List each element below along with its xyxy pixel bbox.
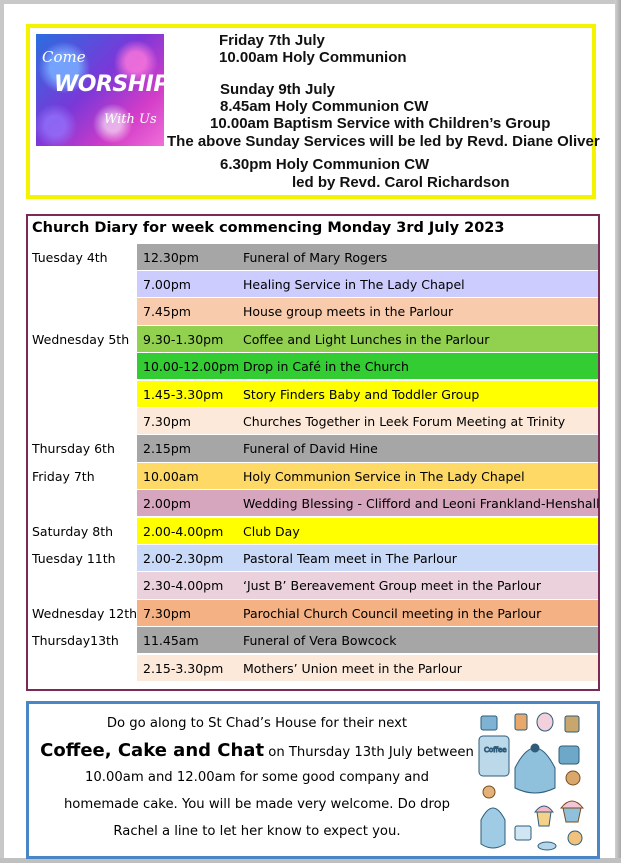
image-text-come: Come: [42, 48, 86, 66]
diary-row-time: 2.00-4.00pm: [143, 523, 224, 539]
diary-row-time: 2.00pm: [143, 496, 191, 512]
diary-row: [137, 353, 598, 380]
diary-day-label: Tuesday 4th: [32, 249, 108, 265]
diary-day-label: Saturday 8th: [32, 523, 114, 539]
diary-row: [137, 381, 598, 408]
diary-row: [137, 655, 598, 682]
diary-row-time: 7.00pm: [143, 276, 191, 292]
image-text-worship: WORSHIP: [54, 72, 169, 97]
diary-row: [137, 545, 598, 572]
diary-row: [137, 298, 598, 325]
coffee-line-5: Rachel a line to let her know to expect you.: [113, 824, 401, 839]
diary-row-time: 9.30-1.30pm: [143, 331, 224, 347]
diary-row: [137, 600, 598, 627]
diary-row: [137, 627, 598, 654]
coffee-line-4: homemade cake. You will be made very welcome. Do drop: [63, 797, 451, 812]
diary-day-label: Wednesday 12th: [32, 605, 138, 621]
coffee-cake-chat-box: [26, 701, 600, 859]
come-worship-image: [36, 34, 169, 146]
diary-row-event: Parochial Church Council meeting in the Parlour: [243, 605, 542, 621]
page-edge-left: [0, 0, 4, 863]
diary-row-event: Holy Communion Service in The Lady Chapel: [243, 468, 525, 484]
diary-row-event: Churches Together in Leek Forum Meeting at Trinity: [243, 413, 566, 429]
diary-row: [137, 326, 598, 353]
diary-row-time: 7.30pm: [143, 605, 191, 621]
worship-evening-leader: led by Revd. Carol Richardson: [292, 174, 510, 191]
diary-row-event: Drop in Café in the Church: [243, 359, 409, 375]
image-text-with-us: With Us: [104, 112, 157, 127]
diary-row-event: Pastoral Team meet in The Parlour: [243, 550, 457, 566]
church-diary-box: [26, 214, 600, 691]
diary-row-time: 7.45pm: [143, 304, 191, 320]
diary-row-time: 1.45-3.30pm: [143, 386, 224, 402]
diary-row-event: Funeral of Vera Bowcock: [243, 633, 397, 649]
art-label: Coffee: [484, 746, 507, 754]
worship-friday-service: 10.00am Holy Communion: [219, 49, 407, 66]
diary-row: [137, 463, 598, 490]
coffee-line-2: [37, 737, 477, 764]
diary-row-event: Wedding Blessing - Clifford and Leoni Frankland-Henshall: [243, 496, 600, 512]
coffee-event-date: on Thursday 13th July between: [264, 745, 474, 760]
coffee-line-1: Do go along to St Chad’s House for their next: [106, 716, 408, 731]
diary-row-time: 10.00am: [143, 468, 199, 484]
page-edge-right: [615, 0, 621, 863]
diary-day-label: Friday 7th: [32, 468, 95, 484]
coffee-event-name: Coffee, Cake and Chat: [40, 740, 265, 761]
diary-row: [137, 244, 598, 271]
diary-row-event: Healing Service in The Lady Chapel: [243, 276, 465, 292]
diary-row-event: House group meets in the Parlour: [243, 304, 454, 320]
diary-row-time: 10.00-12.00pm: [143, 359, 240, 375]
diary-row-event: Coffee and Light Lunches in the Parlour: [243, 331, 490, 347]
diary-day-label: Thursday13th: [32, 633, 119, 649]
diary-row-event: Club Day: [243, 523, 300, 539]
diary-day-label: Tuesday 11th: [32, 550, 116, 566]
worship-friday-date: Friday 7th July: [219, 32, 325, 49]
diary-row-time: 2.00-2.30pm: [143, 550, 224, 566]
diary-row: [137, 490, 598, 517]
worship-sunday-leader-note: The above Sunday Services will be led by Revd. Diane Oliver: [167, 133, 600, 150]
diary-title: Church Diary for week commencing Monday 3rd July 2023: [32, 220, 505, 236]
diary-row-time: 11.45am: [143, 633, 199, 649]
diary-day-label: Thursday 6th: [32, 441, 115, 457]
diary-row-event: Mothers’ Union meet in the Parlour: [243, 660, 462, 676]
worship-sunday-service-1: 8.45am Holy Communion CW: [220, 98, 429, 115]
diary-row: [137, 435, 598, 462]
diary-row-time: 2.30-4.00pm: [143, 578, 224, 594]
coffee-cake-illustration: [475, 708, 595, 856]
diary-row-time: 12.30pm: [143, 249, 199, 265]
diary-row-event: Story Finders Baby and Toddler Group: [243, 386, 480, 402]
worship-sunday-service-2: 10.00am Baptism Service with Children’s Group: [210, 115, 551, 132]
diary-row: [137, 572, 598, 599]
diary-row-event: Funeral of David Hine: [243, 441, 378, 457]
worship-services-box: [26, 24, 600, 199]
diary-row: [137, 271, 598, 298]
diary-day-label: Wednesday 5th: [32, 331, 130, 347]
diary-row: [137, 518, 598, 545]
coffee-announcement: [37, 710, 477, 845]
diary-row-event: Funeral of Mary Rogers: [243, 249, 388, 265]
page-edge-top: [0, 0, 621, 4]
diary-row-time: 2.15-3.30pm: [143, 660, 224, 676]
diary-row-event: ‘Just B’ Bereavement Group meet in the Parlour: [243, 578, 541, 594]
coffee-line-3: 10.00am and 12.00am for some good company and: [84, 770, 429, 785]
worship-sunday-date: Sunday 9th July: [220, 81, 336, 98]
diary-row: [137, 408, 598, 435]
diary-row-time: 2.15pm: [143, 441, 191, 457]
worship-evening-service: 6.30pm Holy Communion CW: [220, 156, 430, 173]
diary-row-time: 7.30pm: [143, 413, 191, 429]
